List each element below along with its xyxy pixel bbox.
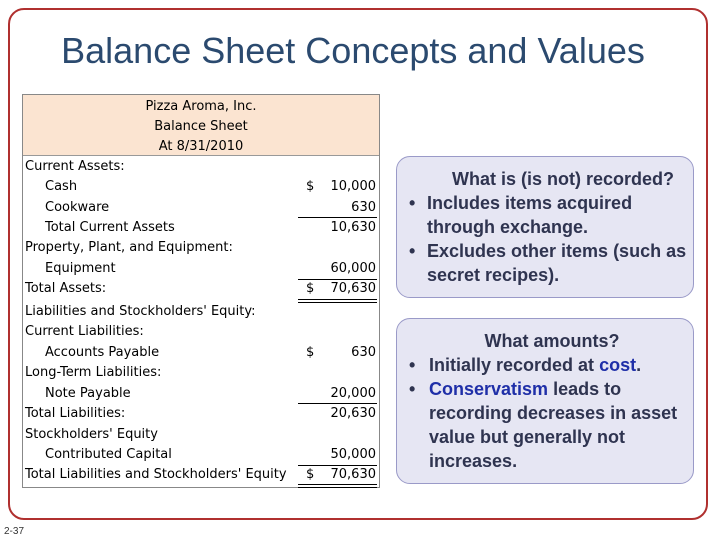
balance-sheet-table — [22, 94, 380, 488]
row-label: Contributed Capital — [45, 447, 172, 462]
bullet-text: Excludes other items (such as secret recipes). — [427, 241, 687, 285]
callout-what-recorded — [396, 156, 694, 298]
bullet-icon: • — [409, 193, 416, 213]
bullet-text: leads to recording decreases in asset value but generally not increases. — [429, 379, 678, 471]
table-row — [23, 465, 379, 485]
table-row — [23, 322, 379, 342]
bullet-list — [397, 191, 693, 287]
row-amount: 630 — [351, 200, 376, 215]
row-label: Total Current Assets — [45, 220, 175, 235]
row-label: Total Liabilities and Stockholders' Equity — [25, 467, 287, 482]
table-row — [23, 177, 379, 197]
callout-heading: What amounts? — [484, 331, 620, 351]
table-row — [23, 384, 379, 404]
currency-symbol: $ — [306, 179, 315, 194]
row-label: Property, Plant, and Equipment: — [25, 240, 233, 255]
statement-name: Balance Sheet — [154, 119, 248, 134]
row-amount: 20,000 — [330, 386, 376, 401]
row-label: Equipment — [45, 261, 116, 276]
bullet-list — [397, 353, 693, 473]
callout-what-amounts — [396, 318, 694, 484]
row-amount: 20,630 — [330, 406, 376, 421]
row-label: Note Payable — [45, 386, 131, 401]
table-row — [23, 425, 379, 445]
bullet-item — [397, 191, 693, 239]
row-amount: 630 — [351, 345, 376, 360]
table-row — [23, 157, 379, 177]
row-amount: 70,630 — [330, 467, 376, 482]
row-label: Long-Term Liabilities: — [25, 365, 162, 380]
currency-symbol: $ — [306, 281, 315, 296]
bullet-item — [397, 353, 693, 377]
row-amount: 70,630 — [330, 281, 376, 296]
emphasis-term: cost — [599, 355, 637, 375]
row-amount: 10,000 — [330, 179, 376, 194]
bullet-icon: • — [409, 241, 416, 261]
emphasis-term: Conservatism — [429, 379, 549, 399]
company-name: Pizza Aroma, Inc. — [145, 99, 257, 114]
row-amount: 50,000 — [330, 447, 376, 462]
row-label: Cash — [45, 179, 78, 194]
currency-symbol: $ — [306, 467, 315, 482]
row-label: Liabilities and Stockholders' Equity: — [25, 304, 256, 319]
bullet-text: Initially recorded at — [429, 355, 600, 375]
table-row — [23, 363, 379, 383]
table-row — [23, 198, 379, 218]
row-label: Current Assets: — [25, 159, 125, 174]
slide-title: Balance Sheet Concepts and Values — [61, 30, 645, 71]
bullet-text: Includes items acquired through exchange. — [427, 193, 633, 237]
slide-number: 2-37 — [4, 526, 25, 537]
table-row — [23, 445, 379, 465]
callout-heading: What is (is not) recorded? — [451, 169, 674, 189]
bullet-item — [397, 239, 693, 287]
balance-sheet-header — [23, 95, 379, 156]
table-row — [23, 279, 379, 299]
table-row — [23, 259, 379, 279]
row-label: Current Liabilities: — [25, 324, 144, 339]
bullet-icon: • — [409, 379, 416, 399]
table-row — [23, 302, 379, 322]
statement-date: At 8/31/2010 — [158, 139, 244, 154]
table-row — [23, 218, 379, 238]
row-label: Total Liabilities: — [25, 406, 126, 421]
row-amount: 60,000 — [330, 261, 376, 276]
row-label: Cookware — [45, 200, 110, 215]
bullet-item — [397, 377, 693, 473]
bullet-icon: • — [409, 355, 416, 375]
table-row — [23, 404, 379, 424]
table-row — [23, 343, 379, 363]
total-double-rule — [298, 484, 377, 488]
currency-symbol: $ — [306, 345, 315, 360]
row-label: Accounts Payable — [45, 345, 160, 360]
row-amount: 10,630 — [330, 220, 376, 235]
bullet-text-end: . — [636, 355, 642, 375]
row-label: Total Assets: — [25, 281, 107, 296]
row-label: Stockholders' Equity — [25, 427, 158, 442]
table-row — [23, 238, 379, 258]
